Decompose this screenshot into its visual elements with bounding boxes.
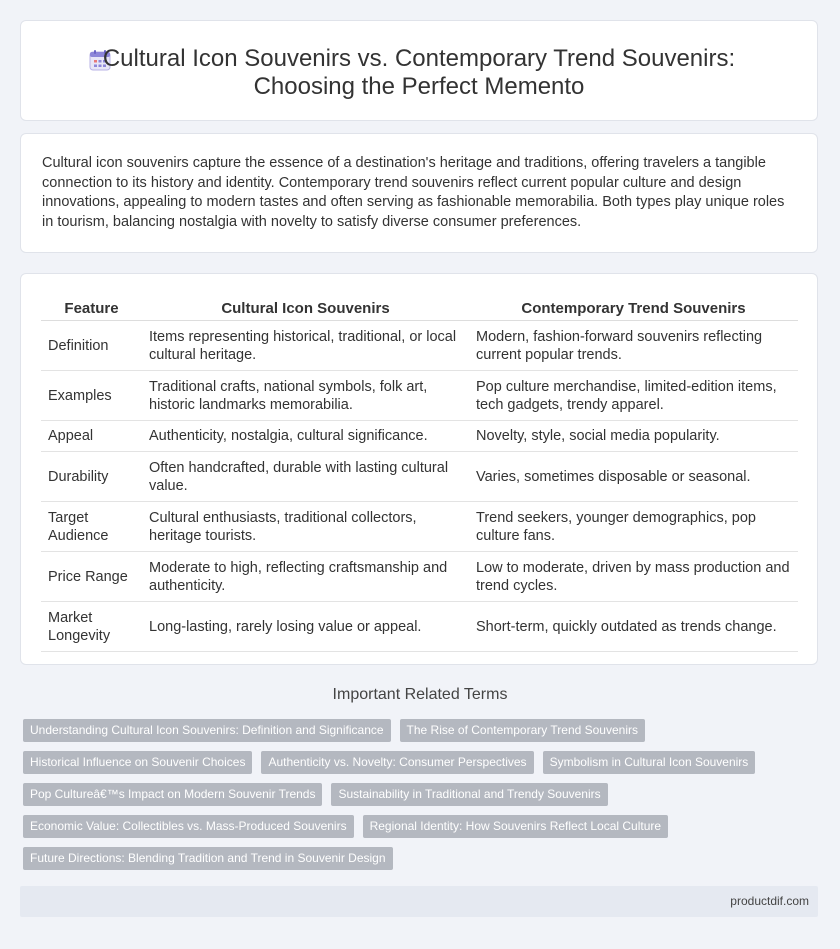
- table-cell: Cultural enthusiasts, traditional collectors, heritage tourists.: [142, 502, 469, 552]
- related-term-tag[interactable]: Regional Identity: How Souvenirs Reflect Local Culture: [363, 815, 668, 838]
- table-cell: Durability: [41, 452, 142, 502]
- comparison-card: [20, 273, 818, 665]
- footer-site-link[interactable]: productdif.com: [730, 894, 809, 908]
- table-cell: Examples: [41, 371, 142, 421]
- table-cell: Often handcrafted, durable with lasting cultural value.: [142, 452, 469, 502]
- table-cell: Target Audience: [41, 502, 142, 552]
- table-row: [41, 371, 798, 421]
- intro-card: [20, 133, 818, 253]
- related-terms-title: Important Related Terms: [332, 686, 508, 703]
- column-header-feature: Feature: [41, 296, 142, 321]
- table-row: [41, 602, 798, 652]
- table-cell: Novelty, style, social media popularity.: [469, 421, 798, 452]
- table-cell: Long-lasting, rarely losing value or appeal.: [142, 602, 469, 652]
- table-cell: Price Range: [41, 552, 142, 602]
- column-header-cultural: Cultural Icon Souvenirs: [142, 296, 469, 321]
- table-cell: Trend seekers, younger demographics, pop culture fans.: [469, 502, 798, 552]
- table-cell: Appeal: [41, 421, 142, 452]
- table-row: [41, 452, 798, 502]
- related-term-tag[interactable]: Pop Cultureâ€™s Impact on Modern Souvenir Trends: [23, 783, 322, 806]
- column-header-contemporary: Contemporary Trend Souvenirs: [469, 296, 798, 321]
- title-card: [20, 20, 818, 121]
- related-term-tag[interactable]: Authenticity vs. Novelty: Consumer Perspectives: [261, 751, 533, 774]
- page-title-line1: Cultural Icon Souvenirs vs. Contemporary Trend Souvenirs:: [102, 45, 736, 72]
- related-term-tag[interactable]: Understanding Cultural Icon Souvenirs: Definition and Significance: [23, 719, 391, 742]
- table-cell: Authenticity, nostalgia, cultural significance.: [142, 421, 469, 452]
- table-cell: Pop culture merchandise, limited-edition items, tech gadgets, trendy apparel.: [469, 371, 798, 421]
- table-cell: Definition: [41, 321, 142, 371]
- table-cell: Moderate to high, reflecting craftsmanship and authenticity.: [142, 552, 469, 602]
- table-cell: Short-term, quickly outdated as trends change.: [469, 602, 798, 652]
- related-terms-list: [23, 719, 813, 870]
- table-cell: Modern, fashion-forward souvenirs reflecting current popular trends.: [469, 321, 798, 371]
- table-cell: Low to moderate, driven by mass production and trend cycles.: [469, 552, 798, 602]
- intro-paragraph: Cultural icon souvenirs capture the essence of a destination's heritage and traditions, offering travelers a tangible connection to its history and identity. Contemporary trend souvenirs reflect current popular culture and design innovations, appealing to modern tastes and often serving as fashionable memorabilia. Both types play unique roles in tourism, balancing nostalgia with novelty to satisfy diverse consumer preferences.: [42, 155, 785, 230]
- related-term-tag[interactable]: The Rise of Contemporary Trend Souvenirs: [400, 719, 645, 742]
- related-term-tag[interactable]: Sustainability in Traditional and Trendy Souvenirs: [331, 783, 607, 806]
- table-row: [41, 552, 798, 602]
- table-cell: Traditional crafts, national symbols, folk art, historic landmarks memorabilia.: [142, 371, 469, 421]
- table-row: [41, 421, 798, 452]
- page-title-line2: Choosing the Perfect Memento: [253, 73, 585, 100]
- related-term-tag[interactable]: Symbolism in Cultural Icon Souvenirs: [543, 751, 756, 774]
- table-header-row: [41, 296, 798, 321]
- table-cell: Market Longevity: [41, 602, 142, 652]
- related-term-tag[interactable]: Economic Value: Collectibles vs. Mass-Produced Souvenirs: [23, 815, 354, 838]
- table-cell: Varies, sometimes disposable or seasonal.: [469, 452, 798, 502]
- table-row: [41, 502, 798, 552]
- related-term-tag[interactable]: Future Directions: Blending Tradition and Trend in Souvenir Design: [23, 847, 393, 870]
- footer: [20, 886, 818, 917]
- related-term-tag[interactable]: Historical Influence on Souvenir Choices: [23, 751, 252, 774]
- table-cell: Items representing historical, traditional, or local cultural heritage.: [142, 321, 469, 371]
- page-title: [103, 45, 735, 101]
- table-row: [41, 321, 798, 371]
- comparison-table: [41, 296, 798, 652]
